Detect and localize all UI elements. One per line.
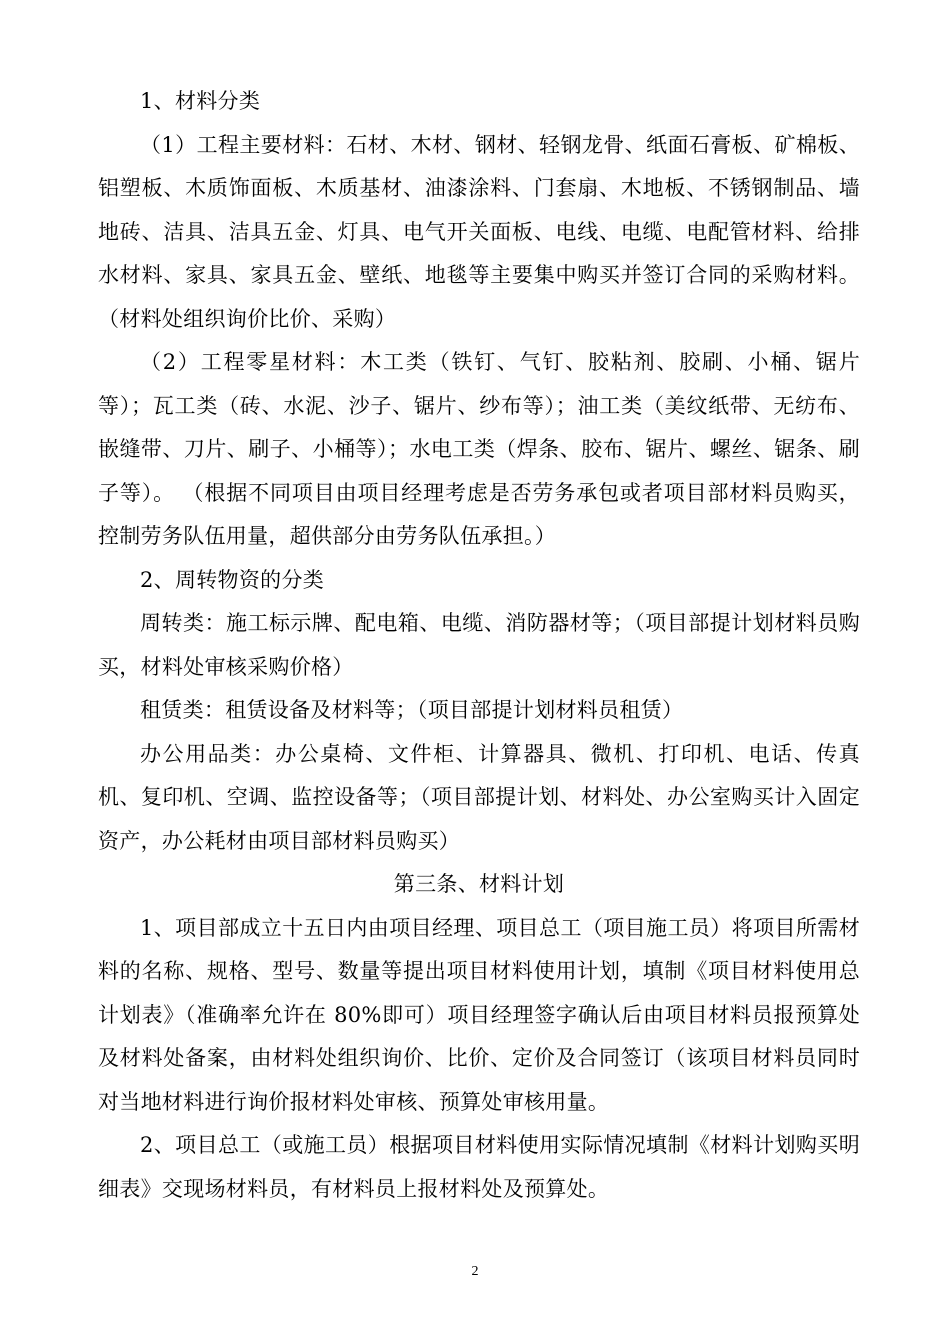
- paragraph-plan-item-1: 1、项目部成立十五日内由项目经理、项目总工（项目施工员）将项目所需材料的名称、规格、型号、数量等提出项目材料使用计划，填制《项目材料使用总计划表》（准确率允许在 80%即可）项目经理签字确认后由项目材料员报预算处及材料处备案，由材料处组织询价、比价、定价及合同签订（该项目材料员同时对当地材料进行询价报材料处审核、预算处审核用量。: [98, 915, 860, 1114]
- paragraph-sporadic-materials: （2）工程零星材料：木工类（铁钉、气钉、胶粘剂、胶刷、小桶、锯片等）；瓦工类（砖、水泥、沙子、锯片、纱布等）；油工类（美纹纸带、无纺布、嵌缝带、刀片、刷子、小桶等）；水电工类（焊条、胶布、锯片、螺丝、锯条、刷子等）。 （根据不同项目由项目经理考虑是否劳务承包或者项目部材料员购买，控制劳务队伍用量，超供部分由劳务队伍承担。）: [98, 350, 860, 548]
- paragraph-rental-category: 租赁类：租赁设备及材料等；（项目部提计划材料员租赁）: [140, 698, 684, 722]
- paragraph-office-supplies-category: 办公用品类：办公桌椅、文件柜、计算器具、微机、打印机、电话、传真机、复印机、空调、监控设备等；（项目部提计划、材料处、办公室购买计入固定资产，办公耗材由项目部材料员购买）: [98, 741, 860, 853]
- document-body: [98, 80, 860, 1211]
- section-heading-turnover-materials: 2、周转物资的分类: [140, 567, 325, 592]
- page-number: 2: [471, 1264, 479, 1279]
- paragraph-turnover-category: 周转类：施工标示牌、配电箱、电缆、消防器材等；（项目部提计划材料员购买，材料处审核采购价格）: [98, 611, 860, 679]
- paragraph-main-materials: （1）工程主要材料：石材、木材、钢材、轻钢龙骨、纸面石膏板、矿棉板、铝塑板、木质饰面板、木质基材、油漆涂料、门套扇、木地板、不锈钢制品、墙地砖、洁具、洁具五金、灯具、电气开关面板、电线、电缆、电配管材料、给排水材料、家具、家具五金、壁纸、地毯等主要集中购买并签订合同的采购材料。（材料处组织询价比价、采购）: [98, 132, 860, 331]
- article-heading-material-plan: 第三条、材料计划: [393, 872, 565, 896]
- section-heading-material-classification: 1、材料分类: [140, 89, 261, 113]
- paragraph-plan-item-2: 2、项目总工（或施工员）根据项目材料使用实际情况填制《材料计划购买明细表》交现场材料员，有材料员上报材料处及预算处。: [98, 1133, 860, 1201]
